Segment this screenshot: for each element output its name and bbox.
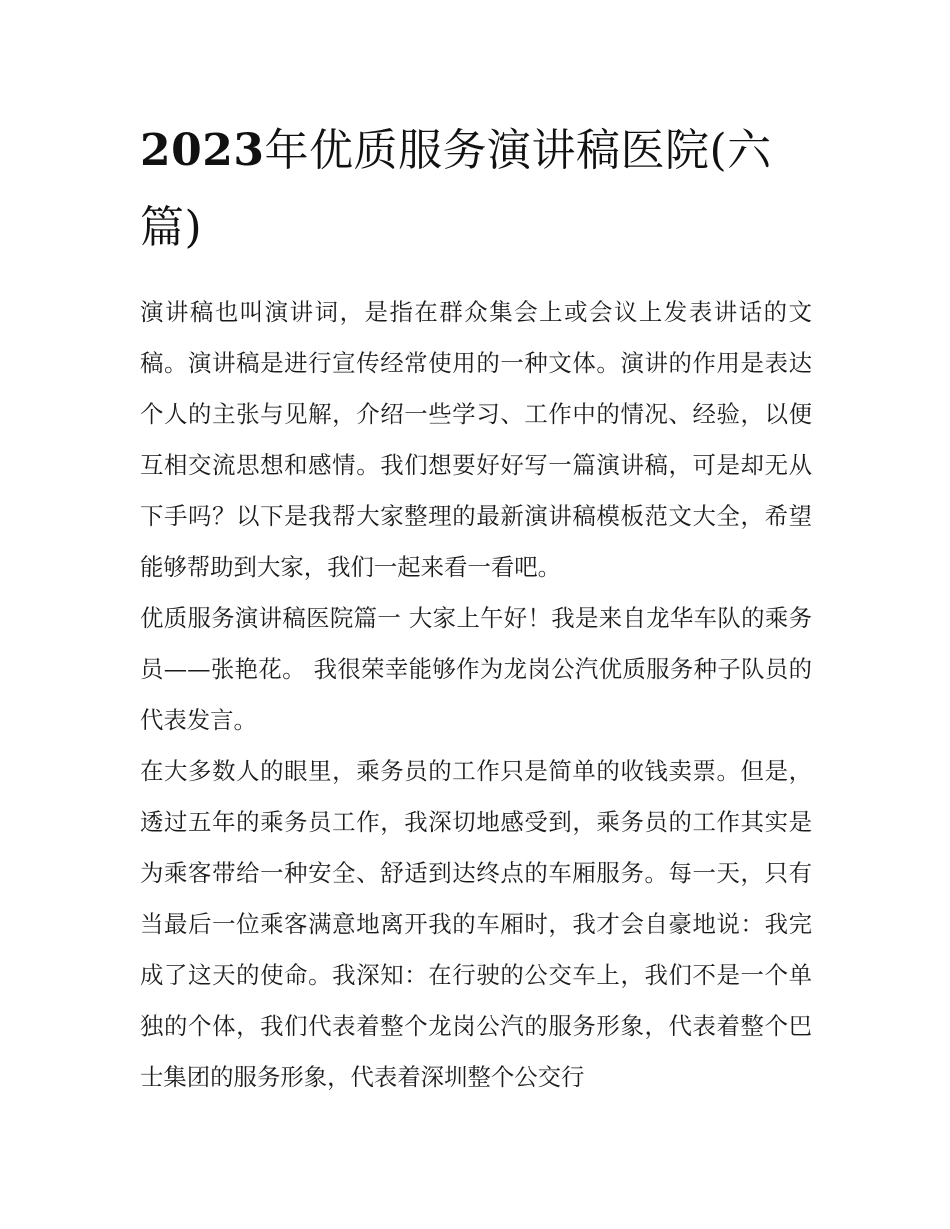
document-body: [140, 287, 812, 1103]
speech-body-paragraph: 在大多数人的眼里，乘务员的工作只是简单的收钱卖票。但是，透过五年的乘务员工作，我深切地感受到，乘务员的工作其实是为乘客带给一种安全、舒适到达终点的车厢服务。每一天，只有当最后一位乘客满意地离开我的车厢时，我才会自豪地说：我完成了这天的使命。我深知：在行驶的公交车上，我们不是一个单独的个体，我们代表着整个龙岗公汽的服务形象，代表着整个巴士集团的服务形象，代表着深圳整个公交行: [140, 757, 812, 1091]
title-text: 年优质服务演讲稿医院(六篇): [140, 125, 772, 253]
document-title: [140, 112, 812, 266]
document-content: [140, 112, 812, 1103]
title-year: 2023: [140, 125, 265, 176]
speech-opening-paragraph: 优质服务演讲稿医院篇一 大家上午好！我是来自龙华车队的乘务员——张艳花。 我很荣幸能够作为龙岗公汽优质服务种子队员的代表发言。: [140, 604, 812, 734]
intro-paragraph: 演讲稿也叫演讲词，是指在群众集会上或会议上发表讲话的文稿。演讲稿是进行宣传经常使用的一种文体。演讲的作用是表达个人的主张与见解，介绍一些学习、工作中的情况、经验，以便互相交流思想和感情。我们想要好好写一篇演讲稿，可是却无从下手吗？以下是我帮大家整理的最新演讲稿模板范文大全，希望能够帮助到大家，我们一起来看一看吧。: [140, 298, 812, 581]
